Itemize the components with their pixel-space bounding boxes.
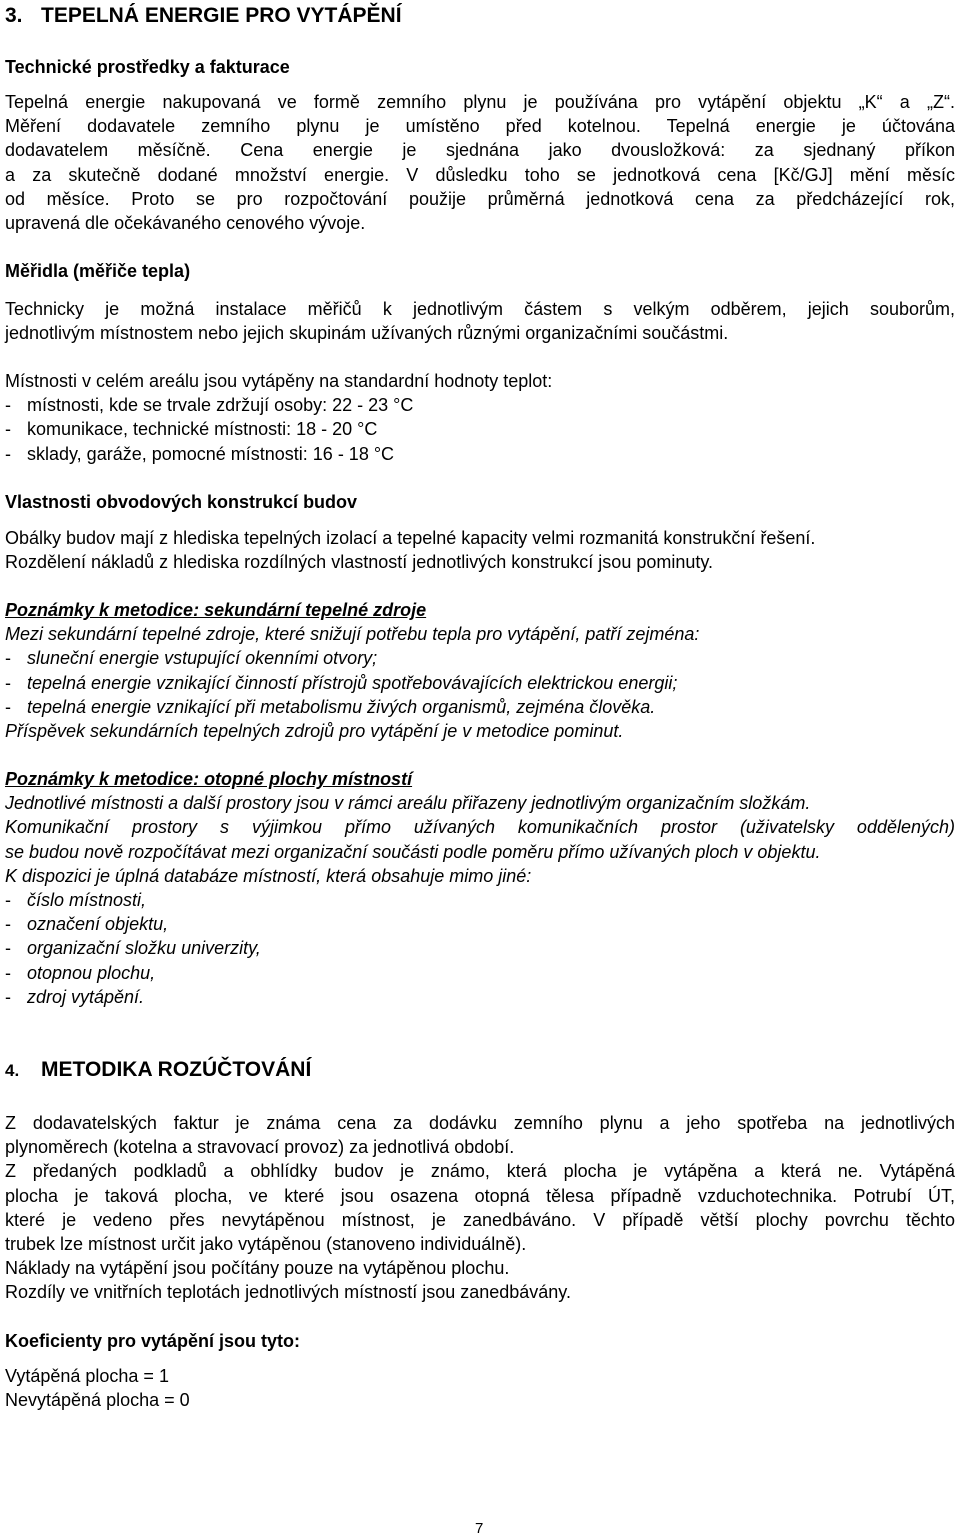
note-secondary-heat-sources: [5, 598, 955, 743]
subheading-meters: Měřidla (měřiče tepla): [5, 261, 191, 281]
text-line: se budou nově rozpočítávat mezi organizační součásti podle poměru přímo užívaných ploch v objektu.: [5, 841, 821, 862]
list-item: - sluneční energie vstupující okenními otvory;: [5, 648, 378, 669]
section-3-title: TEPELNÁ ENERGIE PRO VYTÁPĚNÍ: [41, 4, 402, 27]
text-line: trubek lze místnost určit jako vytápěnou (stanoveno individuálně).: [5, 1234, 527, 1255]
note-heated-areas-title: Poznámky k metodice: otopné plochy místností: [5, 769, 413, 789]
list-item: - sklady, garáže, pomocné místnosti: 16 - 18 °C: [5, 443, 395, 464]
text-line: které je vedeno přes nevytápěnou místnost, je zanedbáváno. V případě větší plochy povrchu těchto: [5, 1209, 955, 1230]
section-3-heading: [5, 4, 402, 28]
list-item: - místnosti, kde se trvale zdržují osoby: 22 - 23 °C: [5, 395, 414, 416]
list-item: - označení objektu,: [5, 914, 169, 935]
text-line: od měsíce. Proto se pro rozpočtování použije průměrná jednotková cena za předcházející rok,: [5, 188, 955, 209]
paragraph-temperatures: [5, 369, 955, 466]
page-number: 7: [475, 1520, 484, 1537]
paragraph-building-envelope: [5, 526, 955, 574]
text-line: dodavatelem měsíčně. Cena energie je sjednána jako dvousložková: za sjednaný příkon: [5, 140, 955, 161]
paragraph-technical-means: [5, 90, 955, 235]
text-line: Rozdělení nákladů z hlediska rozdílných vlastností jednotlivých konstrukcí jsou pominuty.: [5, 552, 714, 573]
section-4-heading: [5, 1058, 311, 1083]
text-line: jednotlivým místnostem nebo jejich skupinám užívaných různými organizačními součástmi.: [5, 323, 729, 344]
text-line: Rozdíly ve vnitřních teplotách jednotlivých místností jsou zanedbávány.: [5, 1282, 571, 1303]
paragraph-coefficients: [5, 1364, 955, 1412]
text-line: plocha je taková plocha, ve které jsou osazena otopná tělesa případně vzduchotechnika. Potrubí ÚT,: [5, 1185, 955, 1206]
text-line: upravená dle očekávaného cenového vývoje.: [5, 213, 366, 234]
text-line: Technicky je možná instalace měřičů k jednotlivým částem s velkým odběrem, jejich souborům,: [5, 299, 955, 319]
text-line: Jednotlivé místnosti a další prostory jsou v rámci areálu přiřazeny jednotlivým organizačním složkám.: [5, 793, 811, 814]
list-item: - tepelná energie vznikající při metabolismu živých organismů, zejména člověka.: [5, 696, 656, 717]
text-line: Komunikační prostory s výjimkou přímo užívaných komunikačních prostor (uživatelsky oddělených): [5, 817, 955, 838]
section-3-number: 3.: [5, 4, 23, 27]
text-line: Náklady na vytápění jsou počítány pouze na vytápěnou plochu.: [5, 1258, 510, 1279]
text-line: K dispozici je úplná databáze místností, která obsahuje mimo jiné:: [5, 865, 532, 886]
text-line: a za skutečně dodané množství energie. V důsledku toho se jednotková cena [Kč/GJ] mění měsíc: [5, 164, 955, 185]
note-heated-areas: [5, 767, 955, 1009]
paragraph-methodology: [5, 1111, 955, 1305]
list-item: - číslo místnosti,: [5, 890, 147, 911]
list-item: - zdroj vytápění.: [5, 986, 145, 1007]
text-line: Z dodavatelských faktur je známa cena za dodávku zemního plynu a jeho spotřeba na jednotlivých: [5, 1113, 955, 1133]
note-secondary-heat-outro: Příspěvek sekundárních tepelných zdrojů pro vytápění je v metodice pominut.: [5, 721, 624, 742]
subheading-coefficients: Koeficienty pro vytápění jsou tyto:: [5, 1331, 301, 1351]
coefficient-unheated: Nevytápěná plocha = 0: [5, 1390, 190, 1411]
text-line: plynoměrech (kotelna a stravovací provoz) za jednotlivá období.: [5, 1137, 515, 1158]
text-line: Tepelná energie nakupovaná ve formě zemního plynu je používána pro vytápění objektu „K“ a „Z“.: [5, 92, 955, 112]
subheading-technical-means: Technické prostředky a fakturace: [5, 57, 290, 77]
text-line: Z předaných podkladů a obhlídky budov je známo, která plocha je vytápěna a která ne. Vytápěná: [5, 1161, 955, 1182]
paragraph-meters: [5, 297, 955, 345]
list-item: - organizační složku univerzity,: [5, 938, 261, 959]
text-line: Měření dodavatele zemního plynu je umístěno před kotelnou. Tepelná energie je účtována: [5, 116, 955, 137]
text-line: Obálky budov mají z hlediska tepelných izolací a tepelné kapacity velmi rozmanitá konstrukční řešení.: [5, 528, 816, 548]
list-item: - komunikace, technické místnosti: 18 - 20 °C: [5, 419, 378, 440]
section-4-title: METODIKA ROZÚČTOVÁNÍ: [41, 1058, 312, 1081]
subheading-building-envelope: Vlastnosti obvodových konstrukcí budov: [5, 492, 358, 512]
section-4-number: 4.: [5, 1061, 20, 1080]
list-item: - otopnou plochu,: [5, 962, 156, 983]
note-secondary-heat-title: Poznámky k metodice: sekundární tepelné zdroje: [5, 600, 427, 620]
note-secondary-heat-intro: Mezi sekundární tepelné zdroje, které snižují potřebu tepla pro vytápění, patří zejména:: [5, 624, 700, 645]
coefficient-heated: Vytápěná plocha = 1: [5, 1366, 169, 1386]
temperatures-intro: Místnosti v celém areálu jsou vytápěny na standardní hodnoty teplot:: [5, 371, 553, 391]
list-item: - tepelná energie vznikající činností přístrojů spotřebovávajících elektrickou energii;: [5, 672, 678, 693]
